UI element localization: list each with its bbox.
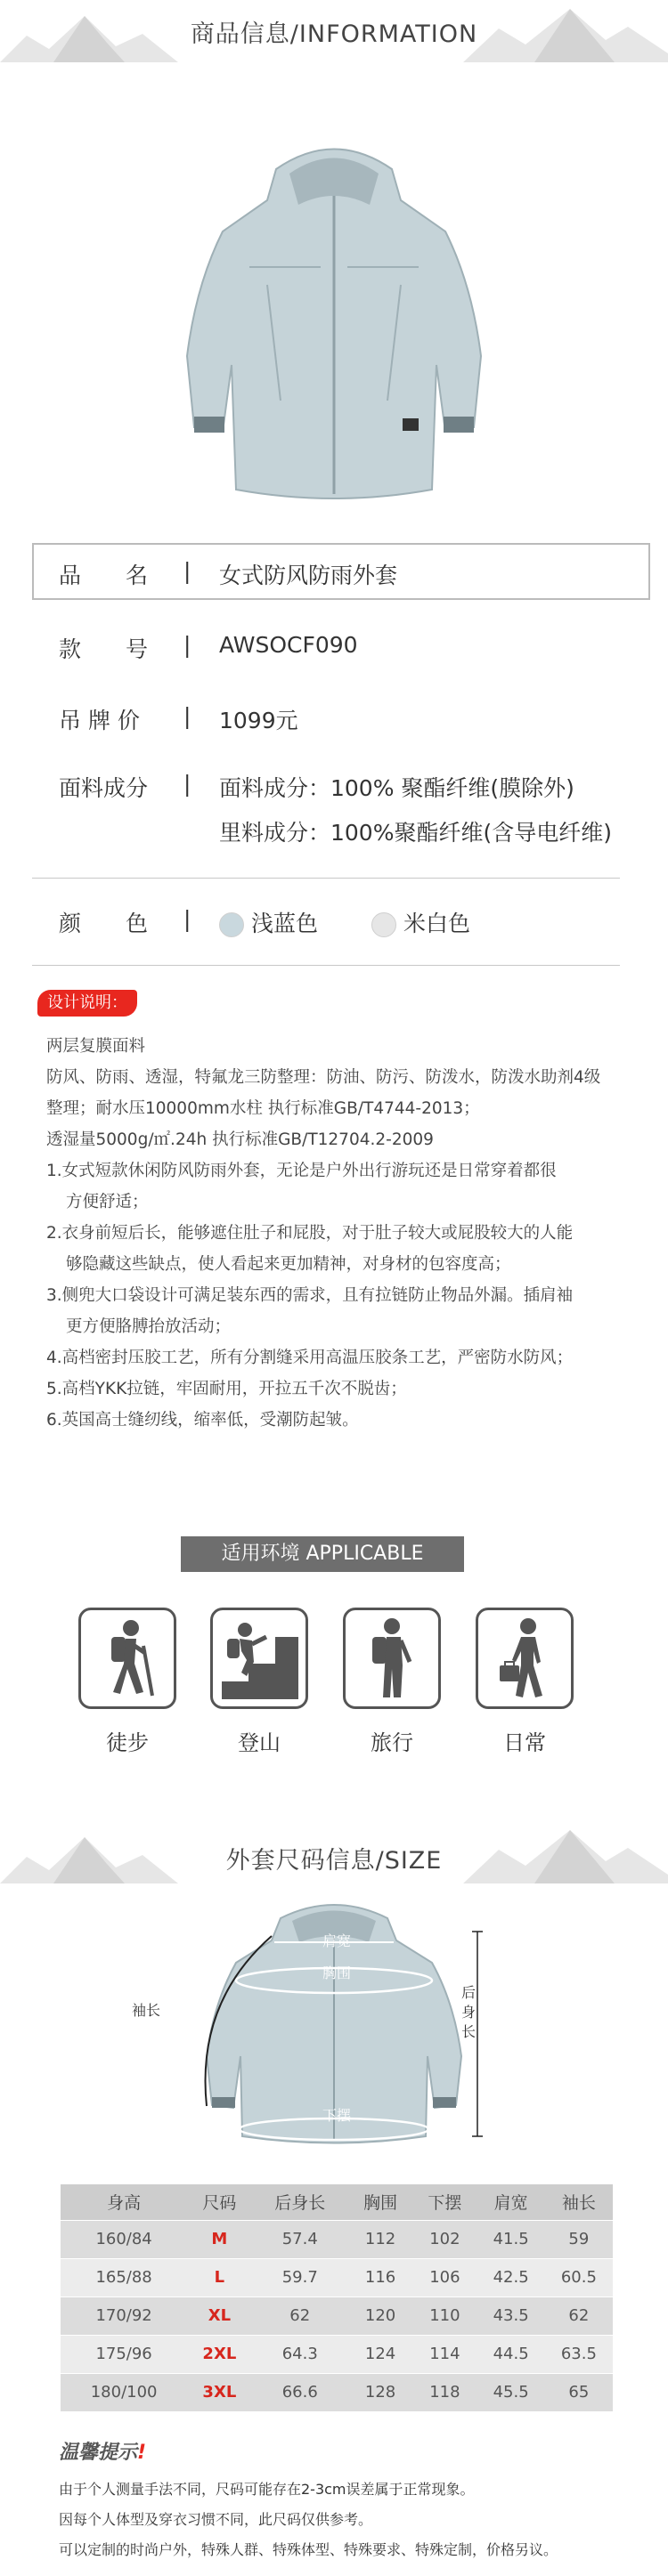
size-cell: L	[187, 2258, 251, 2297]
tips-line: 由于个人测量手法不同，尺码可能存在2-3cm误差属于正常现象。	[59, 2481, 475, 2498]
cell: 102	[412, 2220, 477, 2258]
tips-line: 可以定制的时尚户外，特殊人群、特殊体型、特殊要求、特殊定制，价格另议。	[59, 2541, 558, 2558]
size-cell: 3XL	[187, 2373, 251, 2411]
cell: 175/96	[61, 2335, 187, 2373]
size-cell: 2XL	[187, 2335, 251, 2373]
color-swatch	[219, 912, 244, 937]
desc-line: 1.女式短款休闲防风防雨外套，无论是户外出行游玩还是日常穿着都很	[46, 1162, 557, 1180]
code-label: 款 号	[59, 636, 149, 662]
cell: 120	[348, 2297, 412, 2335]
col-header: 袖长	[545, 2184, 613, 2220]
table-row	[61, 2297, 613, 2335]
applicable-title: 适用环境 APPLICABLE	[181, 1536, 464, 1572]
size-cell: M	[187, 2220, 251, 2258]
env-label-climbing: 登山	[238, 1730, 281, 1755]
color-option-beige-white[interactable]	[371, 911, 470, 936]
section-header-size	[0, 1821, 668, 1883]
cell: 43.5	[477, 2297, 545, 2335]
desc-line: 3.侧兜大口袋设计可满足装东西的需求，且有拉链防止物品外漏。插肩袖	[46, 1286, 574, 1305]
col-header: 肩宽	[477, 2184, 545, 2220]
cell: 112	[348, 2220, 412, 2258]
travel-icon	[343, 1608, 441, 1709]
cell: 106	[412, 2258, 477, 2297]
cell: 124	[348, 2335, 412, 2373]
tips-line: 因每个人体型及穿衣习惯不同，此尺码仅供参考。	[59, 2511, 373, 2528]
price-label: 吊 牌 价	[59, 708, 140, 733]
cell: 42.5	[477, 2258, 545, 2297]
measure-shoulder-label: 肩宽	[322, 1932, 352, 1949]
desc-line: 更方便胳膊抬放活动；	[66, 1317, 232, 1336]
color-swatch	[371, 912, 396, 937]
cell: 170/92	[61, 2297, 187, 2335]
desc-line: 防风、防雨、透湿，特氟龙三防整理：防油、防污、防泼水，防泼水助剂4级	[46, 1068, 601, 1087]
cell: 59.7	[252, 2258, 348, 2297]
cell: 45.5	[477, 2373, 545, 2411]
cell: 128	[348, 2373, 412, 2411]
table-row	[61, 2220, 613, 2258]
cell: 57.4	[252, 2220, 348, 2258]
desc-line: 4.高档密封压胶工艺，所有分割缝采用高温压胶条工艺，严密防水防风；	[46, 1349, 574, 1367]
desc-line: 透湿量5000g/㎡.24h 执行标准GB/T12704.2-2009	[46, 1130, 434, 1149]
desc-line: 2.衣身前短后长，能够遮住肚子和屁股，对于肚子较大或屁股较大的人能	[46, 1224, 574, 1243]
desc-line: 两层复膜面料	[46, 1037, 146, 1056]
table-row	[61, 2373, 613, 2411]
fabric-label: 面料成分	[59, 775, 149, 801]
divider	[32, 878, 620, 879]
cell: 66.6	[252, 2373, 348, 2411]
env-label-travel: 旅行	[371, 1730, 413, 1755]
col-header: 尺码	[187, 2184, 251, 2220]
color-name: 米白色	[403, 911, 470, 936]
cell: 165/88	[61, 2258, 187, 2297]
separator: |	[183, 771, 191, 797]
color-label: 颜 色	[59, 911, 149, 936]
size-table	[61, 2184, 613, 2411]
cell: 160/84	[61, 2220, 187, 2258]
cell: 114	[412, 2335, 477, 2373]
cell: 62	[252, 2297, 348, 2335]
section-title: 外套尺码信息/SIZE	[225, 1847, 443, 1875]
measure-back-length-label: 后 身 长	[461, 1984, 477, 2040]
divider	[32, 965, 620, 966]
desc-line: 整理；耐水压10000mm水柱 执行标准GB/T4744-2013；	[46, 1099, 480, 1118]
measure-hem-label: 下摆	[322, 2107, 352, 2124]
measure-sleeve-label: 袖长	[132, 2002, 161, 2019]
fabric-outer: 面料成分：100% 聚酯纤维(膜除外)	[219, 775, 574, 801]
table-row	[61, 2258, 613, 2297]
cell: 41.5	[477, 2220, 545, 2258]
tips-title	[59, 2437, 146, 2465]
code-value: AWSOCF090	[219, 632, 358, 658]
section-title: 商品信息/INFORMATION	[190, 20, 478, 48]
measure-chest-label: 胸围	[322, 1964, 352, 1981]
cell: 180/100	[61, 2373, 187, 2411]
desc-line: 6.英国高士缝纫线，缩率低，受潮防起皱。	[46, 1411, 359, 1430]
fabric-lining: 里料成分：100%聚酯纤维(含导电纤维)	[219, 820, 612, 846]
daily-icon	[476, 1608, 574, 1709]
product-image	[178, 134, 490, 507]
cell: 63.5	[545, 2335, 613, 2373]
col-header: 后身长	[252, 2184, 348, 2220]
cell: 62	[545, 2297, 613, 2335]
design-badge: 设计说明：	[37, 990, 137, 1017]
name-value: 女式防风防雨外套	[219, 563, 398, 588]
tips-title-bang: !	[137, 2442, 147, 2464]
separator: |	[183, 703, 191, 729]
separator: |	[183, 906, 191, 932]
hiking-icon	[78, 1608, 176, 1709]
size-table-header	[61, 2184, 613, 2220]
tips-title-text: 温馨提示	[59, 2442, 138, 2464]
cell: 118	[412, 2373, 477, 2411]
env-label-hiking: 徒步	[106, 1730, 149, 1755]
climbing-icon	[210, 1608, 308, 1709]
desc-line: 5.高档YKK拉链，牢固耐用，开拉五千次不脱齿；	[46, 1380, 407, 1398]
cell: 64.3	[252, 2335, 348, 2373]
cell: 44.5	[477, 2335, 545, 2373]
design-description	[46, 1031, 625, 1436]
col-header: 胸围	[348, 2184, 412, 2220]
price-value: 1099元	[219, 708, 298, 733]
color-options	[219, 906, 470, 938]
desc-line: 够隐藏这些缺点，使人看起来更加精神，对身材的包容度高；	[66, 1255, 511, 1274]
color-name: 浅蓝色	[251, 911, 319, 936]
desc-line: 方便舒适；	[66, 1193, 149, 1211]
separator: |	[183, 632, 191, 658]
cell: 116	[348, 2258, 412, 2297]
col-header: 下摆	[412, 2184, 477, 2220]
color-option-light-blue[interactable]	[219, 911, 325, 936]
env-label-daily: 日常	[503, 1730, 546, 1755]
cell: 65	[545, 2373, 613, 2411]
size-cell: XL	[187, 2297, 251, 2335]
cell: 59	[545, 2220, 613, 2258]
table-row	[61, 2335, 613, 2373]
col-header: 身高	[61, 2184, 187, 2220]
name-label: 品 名	[59, 563, 149, 588]
separator: |	[183, 558, 191, 584]
section-header-information	[0, 0, 668, 62]
cell: 110	[412, 2297, 477, 2335]
cell: 60.5	[545, 2258, 613, 2297]
